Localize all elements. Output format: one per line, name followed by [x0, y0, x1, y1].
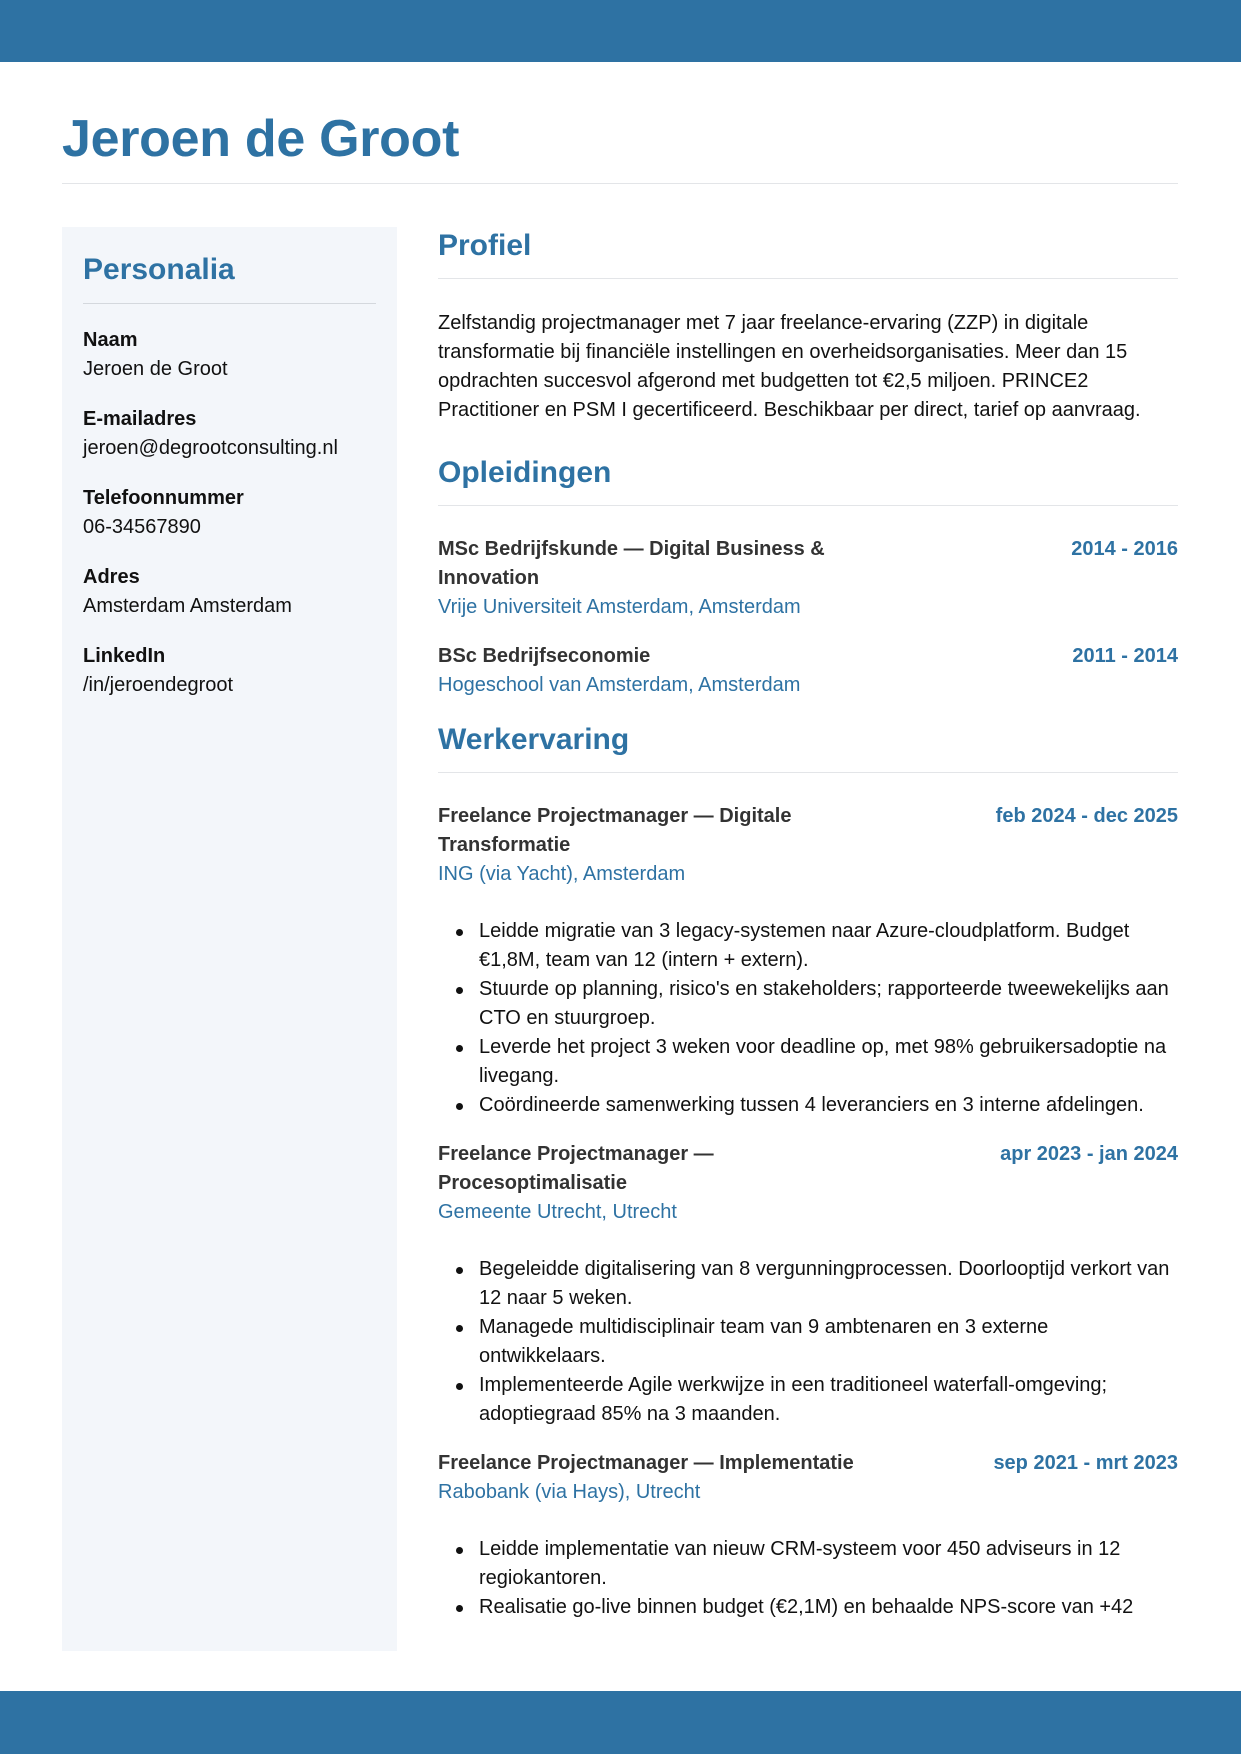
- education-section: [438, 453, 1178, 700]
- entry-organization: Gemeente Utrecht, Utrecht: [438, 1201, 677, 1223]
- personalia-label: E-mailadres: [83, 408, 197, 430]
- bullet-item: Leidde migratie van 3 legacy-systemen naar Azure-cloudplatform. Budget €1,8M, team van 12 (intern + extern).: [438, 917, 1178, 975]
- bullet-item: Realisatie go-live binnen budget (€2,1M) en behaalde NPS-score van +42: [438, 1593, 1178, 1622]
- entry-organization: Rabobank (via Hays), Utrecht: [438, 1481, 701, 1503]
- education-entry: [438, 535, 1178, 622]
- work-entry: [438, 1140, 1178, 1429]
- entry-bullets: [438, 917, 1178, 1120]
- entry-title: Freelance Projectmanager — Digitale Transformatie: [438, 805, 792, 856]
- entry-bullets: [438, 1255, 1178, 1429]
- bullet-item: Stuurde op planning, risico's en stakeholders; rapporteerde tweewekelijks aan CTO en stuurgroep.: [438, 975, 1178, 1033]
- entry-title: BSc Bedrijfseconomie: [438, 645, 651, 667]
- personalia-value: Amsterdam Amsterdam: [83, 595, 292, 617]
- entry-title: MSc Bedrijfskunde — Digital Business & Innovation: [438, 538, 825, 589]
- profile-text: Zelfstandig projectmanager met 7 jaar freelance-ervaring (ZZP) in digitale transformatie bij financiële instellingen en overheidsorganisaties. Meer dan 15 opdrachten succesvol afgerond met budgetten tot €2,5 miljoen. PRINCE2 Practitioner en PSM I gecertificeerd. Beschikbaar per direct, tarief op aanvraag.: [438, 312, 1141, 421]
- entry-date: sep 2021 - mrt 2023: [993, 1452, 1178, 1474]
- bullet-item: Leidde implementatie van nieuw CRM-systeem voor 450 adviseurs in 12 regiokantoren.: [438, 1535, 1178, 1593]
- personalia-item-telefoon: [83, 484, 376, 542]
- personalia-label: LinkedIn: [83, 645, 166, 667]
- bullet-item: Coördineerde samenwerking tussen 4 leveranciers en 3 interne afdelingen.: [438, 1091, 1178, 1120]
- bullet-item: Leverde het project 3 weken voor deadline op, met 98% gebruikersadoptie na livegang.: [438, 1033, 1178, 1091]
- footer-color-bar: [0, 1691, 1241, 1754]
- profile-section: [438, 226, 1178, 425]
- personalia-label: Adres: [83, 566, 140, 588]
- entry-bullets: [438, 1535, 1178, 1622]
- profile-title: Profiel: [438, 226, 1178, 279]
- work-entry: [438, 1449, 1178, 1622]
- personalia-value: jeroen@degrootconsulting.nl: [83, 437, 338, 459]
- entry-title: Freelance Projectmanager — Procesoptimalisatie: [438, 1143, 714, 1194]
- work-section: [438, 720, 1178, 1622]
- personalia-value: 06-34567890: [83, 516, 201, 538]
- personalia-label: Naam: [83, 329, 138, 351]
- entry-date: 2011 - 2014: [1072, 645, 1178, 667]
- candidate-name: Jeroen de Groot: [62, 110, 460, 168]
- personalia-item-email: [83, 405, 376, 463]
- entry-date: apr 2023 - jan 2024: [1000, 1143, 1178, 1165]
- bullet-item: Implementeerde Agile werkwijze in een traditioneel waterfall-omgeving; adoptiegraad 85% na 3 maanden.: [438, 1371, 1178, 1429]
- personalia-sidebar: [62, 227, 397, 1651]
- bullet-item: Begeleidde digitalisering van 8 vergunningprocessen. Doorlooptijd verkort van 12 naar 5 weken.: [438, 1255, 1178, 1313]
- entry-organization: Hogeschool van Amsterdam, Amsterdam: [438, 674, 801, 696]
- personalia-value: Jeroen de Groot: [83, 358, 228, 380]
- main-content: [438, 226, 1178, 1642]
- personalia-value: /in/jeroendegroot: [83, 674, 234, 696]
- entry-date: feb 2024 - dec 2025: [995, 805, 1178, 827]
- education-entry: [438, 642, 1178, 700]
- work-entry: [438, 802, 1178, 1120]
- personalia-label: Telefoonnummer: [83, 487, 244, 509]
- bullet-item: Managede multidisciplinair team van 9 ambtenaren en 3 externe ontwikkelaars.: [438, 1313, 1178, 1371]
- education-title: Opleidingen: [438, 453, 1178, 506]
- work-title: Werkervaring: [438, 720, 1178, 773]
- personalia-item-adres: [83, 563, 376, 621]
- personalia-item-linkedin: [83, 642, 376, 700]
- entry-organization: ING (via Yacht), Amsterdam: [438, 863, 686, 885]
- name-divider: [62, 183, 1178, 184]
- entry-organization: Vrije Universiteit Amsterdam, Amsterdam: [438, 596, 801, 618]
- personalia-title: Personalia: [83, 250, 376, 304]
- entry-title: Freelance Projectmanager — Implementatie: [438, 1452, 854, 1474]
- entry-date: 2014 - 2016: [1071, 538, 1178, 560]
- header-color-bar: [0, 0, 1241, 62]
- personalia-item-naam: [83, 326, 376, 384]
